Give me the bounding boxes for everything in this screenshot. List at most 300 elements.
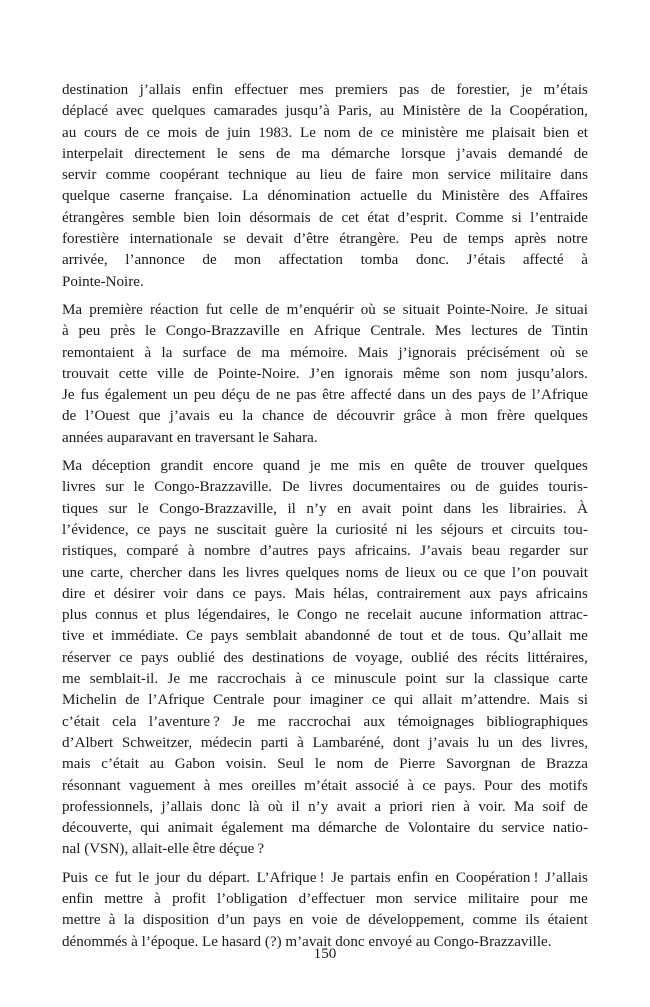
word: Afrique [313, 323, 361, 340]
word: librairies. [508, 500, 567, 517]
word: affecté [350, 387, 392, 404]
word: tomba [360, 252, 399, 269]
word: ma [291, 820, 310, 837]
word: semble [132, 209, 176, 226]
word: temps [467, 231, 504, 248]
word: au [379, 103, 395, 120]
paragraph [62, 868, 588, 953]
word: Je [331, 869, 344, 886]
word: découvrir [336, 408, 395, 425]
word: a [374, 798, 382, 815]
word: semblait [245, 628, 298, 645]
word: voir [163, 585, 188, 602]
word: se [575, 344, 588, 361]
word: situait [402, 301, 440, 318]
word: Ce [186, 628, 203, 645]
word: information [470, 607, 542, 624]
text-line [62, 165, 588, 186]
word: l’annonce [125, 252, 185, 269]
word: dans [443, 500, 472, 517]
word: associé [355, 777, 399, 794]
word: à [203, 777, 211, 794]
text-line [62, 563, 588, 584]
word: me [189, 671, 208, 688]
word: en [289, 912, 304, 929]
word: et [491, 521, 503, 538]
word: étrangères [62, 209, 125, 226]
word: au [62, 124, 77, 141]
word: plus [164, 607, 190, 624]
word: les [481, 500, 499, 517]
word: de [202, 252, 217, 269]
word: bien [543, 124, 570, 141]
word: mémoire. [290, 344, 348, 361]
word: L’Afrique ! [256, 869, 325, 886]
text-line [62, 101, 588, 122]
word: j’avais [169, 408, 210, 425]
word: de [124, 124, 139, 141]
word: de [374, 756, 389, 773]
word: caserne [119, 188, 165, 205]
word: pays [317, 543, 346, 560]
word: tou- [563, 521, 588, 538]
word: Coopération ! [455, 869, 539, 886]
word: là [248, 798, 260, 815]
word: démarche [331, 145, 390, 162]
word: premiers [334, 82, 388, 98]
word: à [463, 798, 470, 815]
text-line [62, 321, 588, 342]
word: grâce [403, 408, 436, 425]
word: chance [262, 408, 305, 425]
word: d’autres [259, 543, 309, 560]
word: m’attendre. [461, 692, 531, 709]
word: de [255, 387, 271, 404]
word: carte, [90, 564, 124, 581]
word: étaient [547, 912, 588, 929]
word: ce [146, 124, 160, 141]
word: dont [392, 734, 420, 751]
word: situai [555, 301, 588, 318]
word: ignorais [344, 365, 394, 382]
word: se [223, 231, 236, 248]
word: attrac- [549, 607, 588, 624]
word: avec [116, 103, 144, 120]
text-line [62, 406, 588, 427]
word: de [511, 387, 526, 404]
word: Ministère [402, 103, 461, 120]
word: Tintin [551, 323, 588, 340]
word: Schweitzer, [121, 734, 193, 751]
word: point [405, 671, 437, 688]
word: en [289, 323, 304, 340]
word: française. [174, 188, 233, 205]
word: l’Afrique [148, 692, 205, 709]
word: imaginer [309, 692, 364, 709]
word: et [577, 124, 588, 141]
word: de [358, 124, 373, 141]
word: pays [210, 628, 239, 645]
word: de [449, 628, 464, 645]
word: quelques [534, 458, 588, 475]
word: voir. [478, 798, 506, 815]
word: mon [375, 890, 403, 907]
word: les [222, 564, 240, 581]
word: la [242, 408, 254, 425]
text-line [62, 818, 588, 839]
word: mon [234, 252, 262, 269]
word: tous. [471, 628, 501, 645]
word: désormais [249, 209, 311, 226]
word: une [62, 564, 84, 581]
word: ma [301, 145, 320, 162]
word: oreilles [251, 777, 296, 794]
word: avait [361, 500, 392, 517]
page-text-block [62, 80, 588, 960]
word: le [145, 323, 156, 340]
word: J’étais [466, 252, 506, 269]
word: livres [62, 479, 96, 496]
word: trouver [480, 458, 525, 475]
word: de [521, 756, 536, 773]
word: d’effectuer [298, 890, 365, 907]
word: Qu’allait [508, 628, 562, 645]
word: profit [172, 890, 206, 907]
word: Mais [538, 692, 570, 709]
word: m’était [304, 777, 347, 794]
word: à [187, 543, 195, 560]
word: me [62, 671, 81, 688]
word: comparé [126, 543, 179, 560]
word: Volontaire [407, 820, 471, 837]
word: interpelait [62, 145, 124, 162]
word: l’Ouest [85, 408, 130, 425]
text-line [62, 648, 588, 669]
word: à [445, 408, 452, 425]
word: de [475, 479, 490, 496]
word: Je [232, 713, 245, 730]
word: Congo-Brazzaville [165, 323, 280, 340]
word: coopérant [159, 167, 219, 184]
word: militaire [499, 167, 552, 184]
text-line [62, 250, 588, 271]
word: eu [218, 408, 234, 425]
word: l’aventure ? [148, 713, 220, 730]
word: de [377, 628, 393, 645]
word: frère [496, 408, 526, 425]
word: la [161, 344, 173, 361]
word: bien [183, 209, 210, 226]
word: aux [469, 585, 491, 602]
word: actuelle [360, 188, 408, 205]
word: quelques [151, 103, 206, 120]
word: nom [480, 365, 508, 382]
word: Congo [296, 607, 338, 624]
word: contrairement [376, 585, 461, 602]
word: Comme [455, 209, 504, 226]
word: voie [311, 912, 338, 929]
word: un [172, 387, 188, 404]
word: Pointe-Noire. [446, 301, 529, 318]
text-line [62, 385, 588, 406]
word: connus [95, 607, 138, 624]
word: en [390, 458, 405, 475]
text-line [62, 208, 588, 229]
word: pour [530, 890, 559, 907]
word: tout [399, 628, 424, 645]
word: dans [188, 564, 216, 581]
word: légendaires, [197, 607, 271, 624]
word: à [295, 671, 302, 688]
word: état [367, 209, 390, 226]
word: J’avais [420, 543, 463, 560]
text-line [62, 605, 588, 626]
word: Paris, [337, 103, 372, 120]
word: enfin [62, 890, 94, 907]
word: déplacé [62, 103, 109, 120]
word: découverte, [62, 820, 132, 837]
word: Je [167, 671, 181, 688]
word: le [314, 756, 326, 773]
text-line [62, 712, 588, 733]
word: séjours [440, 521, 484, 538]
word: Pierre [399, 756, 436, 773]
word: pays [158, 521, 187, 538]
word: livres, [550, 734, 588, 751]
word: J’en [309, 365, 335, 382]
word: forestier, [456, 82, 510, 98]
word: voyage, [355, 649, 403, 666]
word: ne [345, 607, 360, 624]
word: Le [300, 124, 316, 141]
word: un [431, 387, 447, 404]
word: Ma [62, 458, 83, 475]
word: ni [395, 521, 408, 538]
word: première [89, 301, 143, 318]
word: des [223, 649, 244, 666]
text-line: années auparavant en traversant le Sahara. [62, 429, 318, 446]
word: cours [84, 124, 117, 141]
word: en [337, 500, 352, 517]
word: Brazza [546, 756, 588, 773]
text-line [62, 456, 588, 477]
word: jusqu’à [285, 103, 330, 120]
word: pour [273, 692, 301, 709]
word: de [345, 912, 361, 929]
word: notre [556, 231, 588, 248]
word: médecin [200, 734, 252, 751]
word: affecté [522, 252, 564, 269]
word: touris- [548, 479, 588, 496]
word: plaisait [491, 124, 536, 141]
word: Mais [294, 585, 325, 602]
word: livres [309, 479, 343, 496]
word: demandé [508, 145, 563, 162]
word: trouvait [62, 365, 109, 382]
word: la [490, 103, 502, 120]
word: cette [118, 365, 148, 382]
word: me [330, 458, 349, 475]
word: cet [341, 209, 360, 226]
word: La [242, 188, 259, 205]
word: de [527, 323, 542, 340]
word: raccrochais [217, 671, 286, 688]
text-line [62, 754, 588, 775]
word: désirer [113, 585, 155, 602]
word: circuits [510, 521, 556, 538]
text-line [62, 868, 588, 889]
word: ce [136, 521, 151, 538]
word: à [154, 890, 161, 907]
word: du [416, 188, 432, 205]
word: service [414, 890, 457, 907]
word: pays. [444, 777, 476, 794]
word: disposition [142, 912, 210, 929]
word: lorsque [401, 145, 446, 162]
word: se [382, 301, 396, 318]
word: parti [260, 734, 289, 751]
word: animait [167, 820, 214, 837]
text-line [62, 669, 588, 690]
word: rien [431, 798, 455, 815]
text-line [62, 910, 588, 931]
word: me [257, 713, 276, 730]
word: où [360, 301, 376, 318]
word: raccrochai [288, 713, 352, 730]
word: si [511, 209, 522, 226]
word: enfin [397, 869, 429, 886]
text-line [62, 776, 588, 797]
text-line [62, 80, 588, 101]
word: documentaires [352, 479, 441, 496]
text-line [62, 300, 588, 321]
word: avait [336, 798, 366, 815]
text-line [62, 797, 588, 818]
word: des [452, 387, 473, 404]
word: c’était [101, 756, 139, 773]
word: résonnant [62, 777, 121, 794]
word: chercher [129, 564, 182, 581]
text-line [62, 343, 588, 364]
word: plus [62, 607, 88, 624]
word: que [138, 408, 161, 425]
word: Affaires [538, 188, 588, 205]
word: mettre [104, 890, 143, 907]
word: à [108, 912, 116, 929]
page-number: 150 [313, 946, 337, 962]
word: tive [62, 628, 85, 645]
word: il [287, 500, 296, 517]
word: au [149, 756, 165, 773]
word: Peu [409, 231, 433, 248]
word: qui [394, 692, 414, 709]
word: son [449, 365, 471, 382]
word: de [332, 649, 347, 666]
word: donc. [415, 252, 450, 269]
paragraph [62, 456, 588, 861]
word: beau [471, 543, 501, 560]
text-line [62, 364, 588, 385]
word: Centrale [213, 692, 265, 709]
word: vaguement [129, 777, 196, 794]
word: quête [414, 458, 447, 475]
word: un [497, 734, 514, 751]
word: Je [535, 301, 549, 318]
word: camarades [213, 103, 278, 120]
word: départ. [208, 869, 250, 886]
word: à [62, 323, 69, 340]
word: et [94, 585, 105, 602]
word: ce [311, 671, 325, 688]
word: précisément [466, 344, 540, 361]
word: ma [261, 344, 280, 361]
word: jusqu’alors. [517, 365, 588, 382]
word: cela [112, 713, 137, 730]
word: de [443, 231, 458, 248]
word: et [92, 628, 104, 645]
word: sur [105, 479, 124, 496]
word: mettre [62, 912, 101, 929]
word: voisin. [225, 756, 267, 773]
word: semblait-il. [89, 671, 159, 688]
word: pays [140, 649, 169, 666]
word: partais [350, 869, 391, 886]
word: Centrale. [370, 323, 426, 340]
word: me [569, 628, 588, 645]
word: sur [445, 671, 465, 688]
word: mes [299, 82, 324, 98]
word: Ma [514, 798, 535, 815]
word: l’on [511, 564, 537, 581]
word: à [407, 777, 414, 794]
word: forestière [62, 231, 119, 248]
word: ristiques, [62, 543, 117, 560]
word: il [291, 798, 300, 815]
word: de [62, 408, 77, 425]
word: à [144, 344, 152, 361]
word: dénomination [267, 188, 351, 205]
word: également [221, 820, 284, 837]
word: lu [477, 734, 490, 751]
text-line [62, 541, 588, 562]
word: littéraires, [527, 649, 588, 666]
word: livres [245, 564, 280, 581]
word: quelques [285, 564, 340, 581]
word: directement [134, 145, 206, 162]
word: professionnels, [62, 798, 153, 815]
word: des [457, 649, 478, 666]
word: juin [227, 124, 251, 141]
text-line [62, 123, 588, 144]
word: mon [460, 408, 488, 425]
word: Gabon [174, 756, 216, 773]
word: d’Albert [62, 734, 114, 751]
word: recelait [367, 607, 412, 624]
word: minuscule [334, 671, 397, 688]
text-line [62, 477, 588, 498]
word: fut [114, 869, 132, 886]
text-line [62, 889, 588, 910]
word: ce [232, 585, 246, 602]
word: que [483, 564, 506, 581]
word: aucune [419, 607, 463, 624]
word: je [521, 82, 533, 98]
word: de [430, 82, 445, 98]
word: allait [422, 692, 453, 709]
word: pays [478, 387, 506, 404]
word: quelque [62, 188, 110, 205]
word: également [104, 387, 167, 404]
